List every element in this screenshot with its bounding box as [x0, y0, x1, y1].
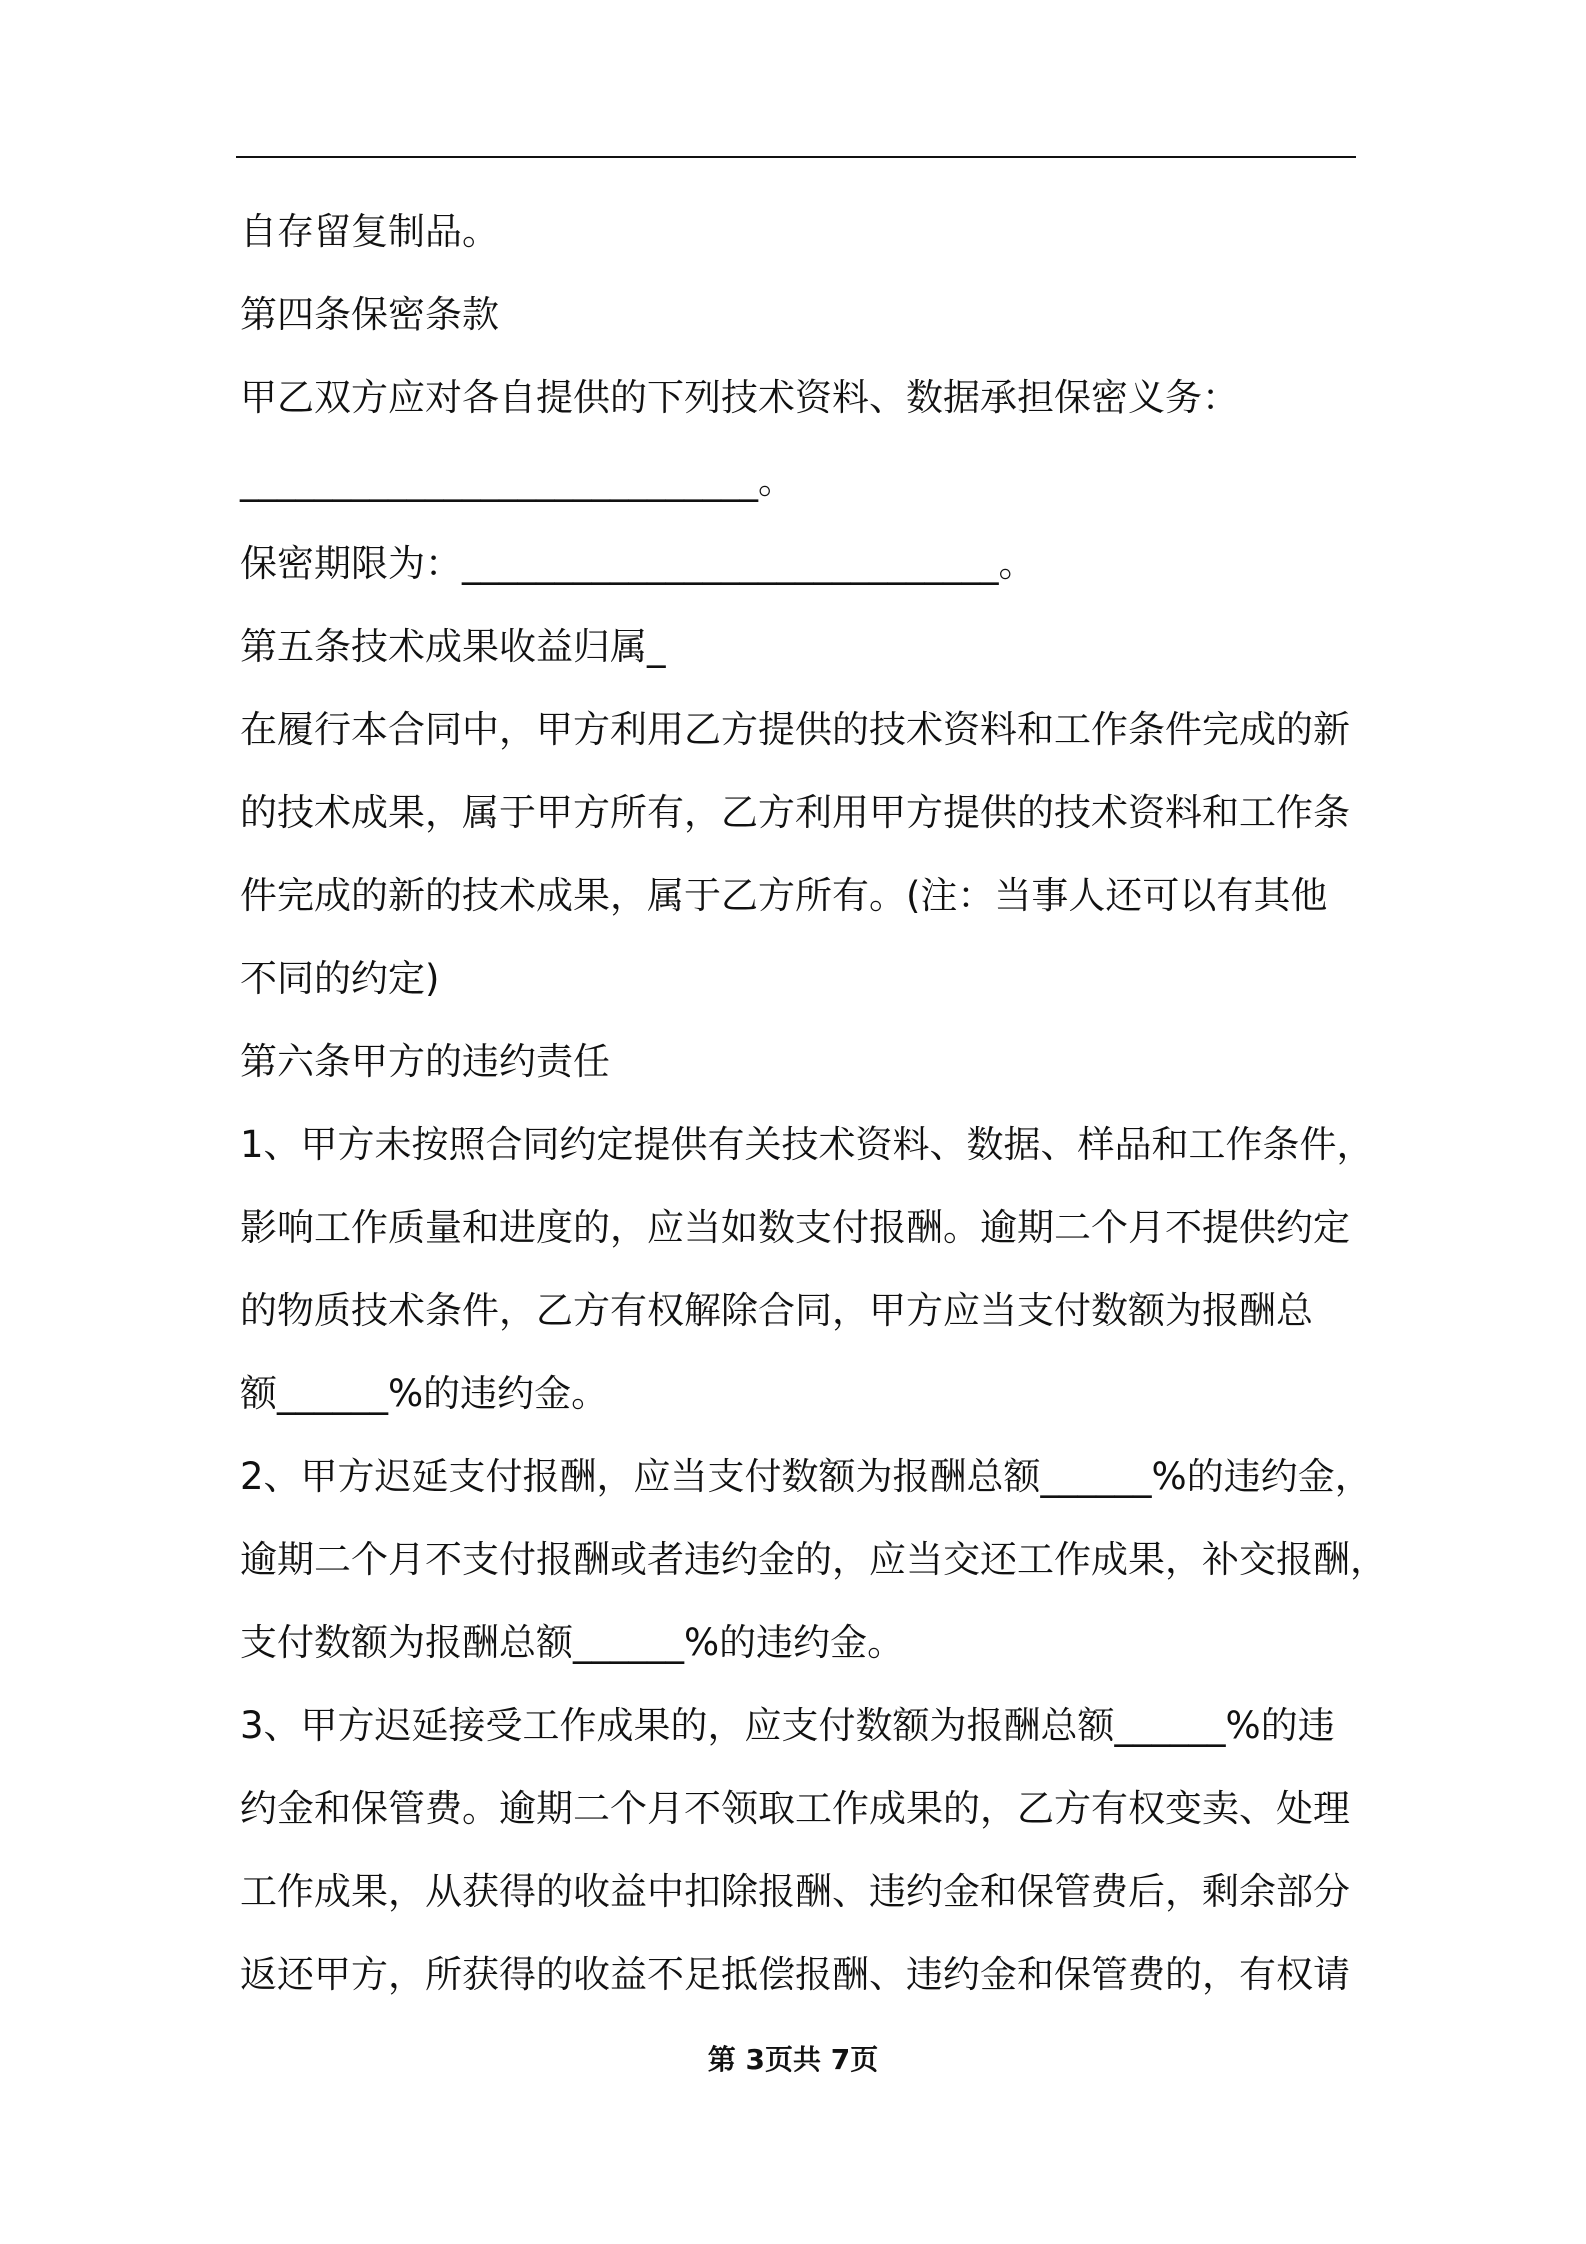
- header-rule: [236, 156, 1356, 158]
- text-line: 工作成果，从获得的收益中扣除报酬、违约金和保管费后，剩余部分: [240, 1870, 1350, 1913]
- text-line: 不同的约定): [240, 957, 440, 1000]
- document-body: [240, 190, 1387, 2016]
- section-heading-4: 第四条保密条款: [240, 293, 499, 336]
- text-line: 影响工作质量和进度的，应当如数支付报酬。逾期二个月不提供约定: [240, 1206, 1350, 1249]
- text-line: 1、甲方未按照合同约定提供有关技术资料、数据、样品和工作条件，: [240, 1123, 1374, 1166]
- blank-line: ____________________________。: [240, 459, 795, 502]
- section-heading-5: 第五条技术成果收益归属_: [240, 625, 666, 668]
- text-line: 逾期二个月不支付报酬或者违约金的，应当交还工作成果，补交报酬，: [240, 1538, 1387, 1581]
- page-number: 第 3页共 7页: [707, 2043, 879, 2076]
- text-line: 在履行本合同中，甲方利用乙方提供的技术资料和工作条件完成的新: [240, 708, 1350, 751]
- text-line: 额______%的违约金。: [240, 1372, 609, 1415]
- text-line: 件完成的新的技术成果，属于乙方所有。(注：当事人还可以有其他: [240, 874, 1328, 917]
- text-line: 2、甲方迟延支付报酬，应当支付数额为报酬总额______%的违约金，: [240, 1455, 1372, 1498]
- section-heading-6: 第六条甲方的违约责任: [240, 1040, 610, 1083]
- text-line: 的技术成果，属于甲方所有，乙方利用甲方提供的技术资料和工作条: [240, 791, 1350, 834]
- text-line: 3、甲方迟延接受工作成果的，应支付数额为报酬总额______%的违: [240, 1704, 1335, 1747]
- text-line: 的物质技术条件，乙方有权解除合同，甲方应当支付数额为报酬总: [240, 1289, 1313, 1332]
- text-line: 保密期限为：_____________________________。: [240, 542, 1036, 585]
- text-line: 约金和保管费。逾期二个月不领取工作成果的，乙方有权变卖、处理: [240, 1787, 1350, 1830]
- text-line: 支付数额为报酬总额______%的违约金。: [240, 1621, 905, 1664]
- text-line: 自存留复制品。: [240, 210, 499, 253]
- text-line: 甲乙双方应对各自提供的下列技术资料、数据承担保密义务：: [240, 376, 1239, 419]
- text-line: 返还甲方，所获得的收益不足抵偿报酬、违约金和保管费的，有权请: [240, 1953, 1350, 1996]
